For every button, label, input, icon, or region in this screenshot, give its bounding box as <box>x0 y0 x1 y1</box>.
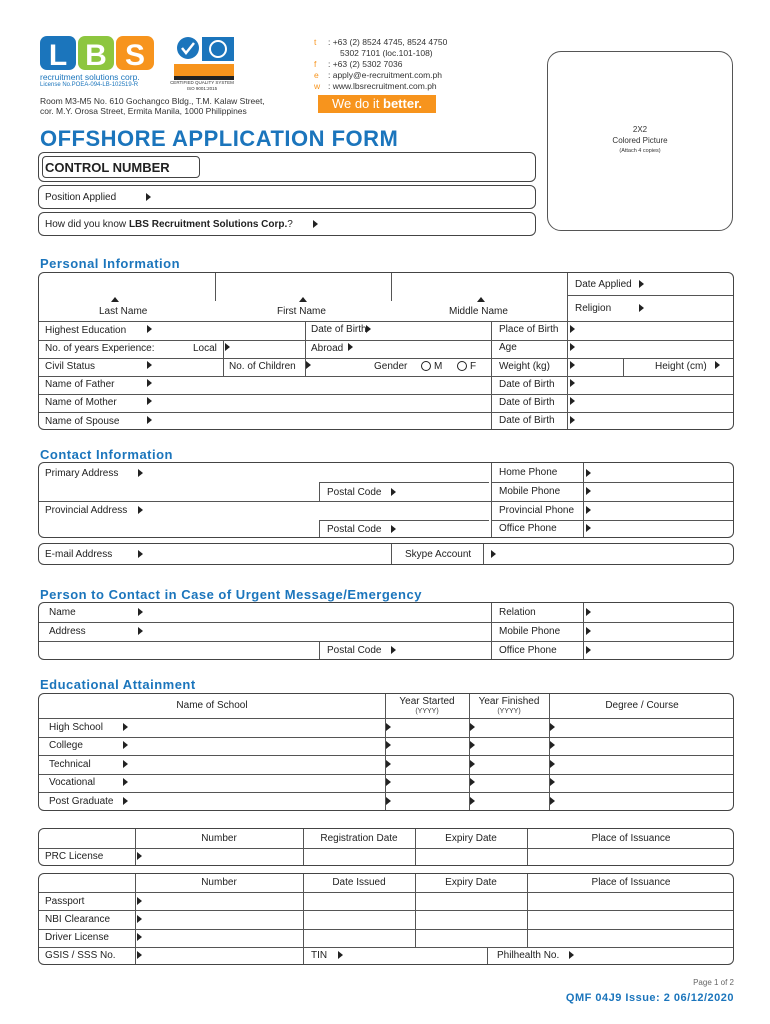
field-arrow-icon <box>138 608 143 616</box>
field-arrow-icon <box>391 646 396 654</box>
field-arrow-icon <box>550 778 555 786</box>
field-arrow-icon <box>138 627 143 635</box>
prc-license-table[interactable]: Number Registration Date Expiry Date Place of Issuance PRC License <box>38 828 734 866</box>
cert-text: CERTIFIED QUALITY SYSTEM ISO 9001:2015 <box>170 80 234 91</box>
svg-text:L: L <box>48 39 68 72</box>
document-code: QMF 04J9 Issue: 2 06/12/2020 <box>565 992 734 1004</box>
field-arrow-icon <box>391 525 396 533</box>
section-emergency-contact: Person to Contact in Case of Urgent Message/Emergency <box>40 587 422 602</box>
triangle-marker-icon <box>111 297 119 302</box>
field-arrow-icon <box>570 325 575 333</box>
field-arrow-icon <box>147 361 152 369</box>
field-arrow-icon <box>391 488 396 496</box>
field-arrow-icon <box>123 778 128 786</box>
field-arrow-icon <box>225 343 230 351</box>
field-arrow-icon <box>470 797 475 805</box>
field-arrow-icon <box>550 741 555 749</box>
triangle-marker-icon <box>299 297 307 302</box>
field-arrow-icon <box>569 951 574 959</box>
field-arrow-icon <box>570 397 575 405</box>
company-address: Room M3-M5 No. 610 Gochangco Bldg., T.M. Kalaw Street, cor. M.Y. Orosa Street, Ermita Manila, 1000 Philippines <box>40 96 265 116</box>
contact-details: t : +63 (2) 8524 4745, 8524 4750 5302 7101 (loc.101-108) f : +63 (2) 5302 7036 e : apply@e-recruitment.com.ph w : www.lbsrecruitment.com.ph <box>314 37 448 91</box>
field-arrow-icon <box>586 506 591 514</box>
field-arrow-icon <box>386 778 391 786</box>
field-arrow-icon <box>123 797 128 805</box>
field-arrow-icon <box>123 741 128 749</box>
field-arrow-icon <box>366 325 371 333</box>
tagline-banner: We do it better. <box>318 95 436 113</box>
field-arrow-icon <box>147 379 152 387</box>
field-arrow-icon <box>586 524 591 532</box>
field-arrow-icon <box>386 760 391 768</box>
field-arrow-icon <box>586 627 591 635</box>
field-arrow-icon <box>313 220 318 228</box>
gender-male-radio[interactable] <box>421 361 431 371</box>
field-arrow-icon <box>138 469 143 477</box>
field-arrow-icon <box>146 193 151 201</box>
field-arrow-icon <box>348 343 353 351</box>
photo-box[interactable]: 2X2 Colored Picture (Attach 4 copies) <box>547 51 733 231</box>
field-arrow-icon <box>138 550 143 558</box>
field-arrow-icon <box>470 723 475 731</box>
field-arrow-icon <box>715 361 720 369</box>
page-number: Page 1 of 2 <box>693 978 734 987</box>
field-arrow-icon <box>137 933 142 941</box>
field-arrow-icon <box>570 379 575 387</box>
field-arrow-icon <box>137 915 142 923</box>
field-arrow-icon <box>470 741 475 749</box>
field-arrow-icon <box>470 760 475 768</box>
field-arrow-icon <box>491 550 496 558</box>
field-arrow-icon <box>550 760 555 768</box>
how-did-you-know-field[interactable]: How did you know LBS Recruitment Solutions Corp.? <box>38 212 536 236</box>
field-arrow-icon <box>470 778 475 786</box>
triangle-marker-icon <box>477 297 485 302</box>
field-arrow-icon <box>550 797 555 805</box>
field-arrow-icon <box>570 343 575 351</box>
svg-text:recruitment solutions corp.: recruitment solutions corp. <box>40 72 140 82</box>
field-arrow-icon <box>550 723 555 731</box>
field-arrow-icon <box>386 723 391 731</box>
form-title: OFFSHORE APPLICATION FORM <box>40 126 399 151</box>
field-arrow-icon <box>137 897 142 905</box>
contact-information-table[interactable]: Primary Address Home Phone Postal Code Mobile Phone Provincial Address Provincial Phone Postal Code Office Phone <box>38 462 734 538</box>
email-skype-row[interactable]: E-mail Address Skype Account <box>38 543 734 565</box>
svg-text:B: B <box>85 39 107 72</box>
education-table[interactable]: Name of School Year Started (YYYY) Year Finished (YYYY) Degree / Course High School College Technical Vocational Post Graduate <box>38 693 734 811</box>
field-arrow-icon <box>570 361 575 369</box>
field-arrow-icon <box>586 608 591 616</box>
control-number-field[interactable]: CONTROL NUMBER <box>38 152 536 182</box>
field-arrow-icon <box>306 361 311 369</box>
section-personal-information: Personal Information <box>40 256 181 271</box>
section-contact-information: Contact Information <box>40 447 173 462</box>
field-arrow-icon <box>123 760 128 768</box>
field-arrow-icon <box>147 325 152 333</box>
field-arrow-icon <box>123 723 128 731</box>
license-number: License No.POEA-094-LB-102519-R <box>40 82 139 88</box>
svg-text:S: S <box>124 39 146 72</box>
field-arrow-icon <box>338 951 343 959</box>
field-arrow-icon <box>147 416 152 424</box>
field-arrow-icon <box>147 397 152 405</box>
field-arrow-icon <box>386 797 391 805</box>
field-arrow-icon <box>639 304 644 312</box>
documents-table[interactable]: Number Date Issued Expiry Date Place of Issuance Passport NBI Clearance Driver License GSIS / SSS No. TIN Philhealth No. <box>38 873 734 965</box>
position-applied-field[interactable]: Position Applied <box>38 185 536 209</box>
gender-female-radio[interactable] <box>457 361 467 371</box>
emergency-contact-table[interactable]: Name Relation Address Mobile Phone Postal Code Office Phone <box>38 602 734 660</box>
field-arrow-icon <box>137 852 142 860</box>
field-arrow-icon <box>386 741 391 749</box>
field-arrow-icon <box>138 506 143 514</box>
section-educational-attainment: Educational Attainment <box>40 677 196 692</box>
field-arrow-icon <box>570 416 575 424</box>
field-arrow-icon <box>639 280 644 288</box>
field-arrow-icon <box>586 646 591 654</box>
field-arrow-icon <box>586 487 591 495</box>
field-arrow-icon <box>137 951 142 959</box>
personal-information-table[interactable]: Last Name First Name Middle Name Date Applied Religion Highest Education Date of Birth Place of Birth No. of years Experience: Local Abroad Age Civil Status No. of Children Gender M F Weight (kg) Height (cm) Name of Father Date of Birth Name of Mother Date of Birth Name of Spouse Date of Birth <box>38 272 734 430</box>
field-arrow-icon <box>586 469 591 477</box>
